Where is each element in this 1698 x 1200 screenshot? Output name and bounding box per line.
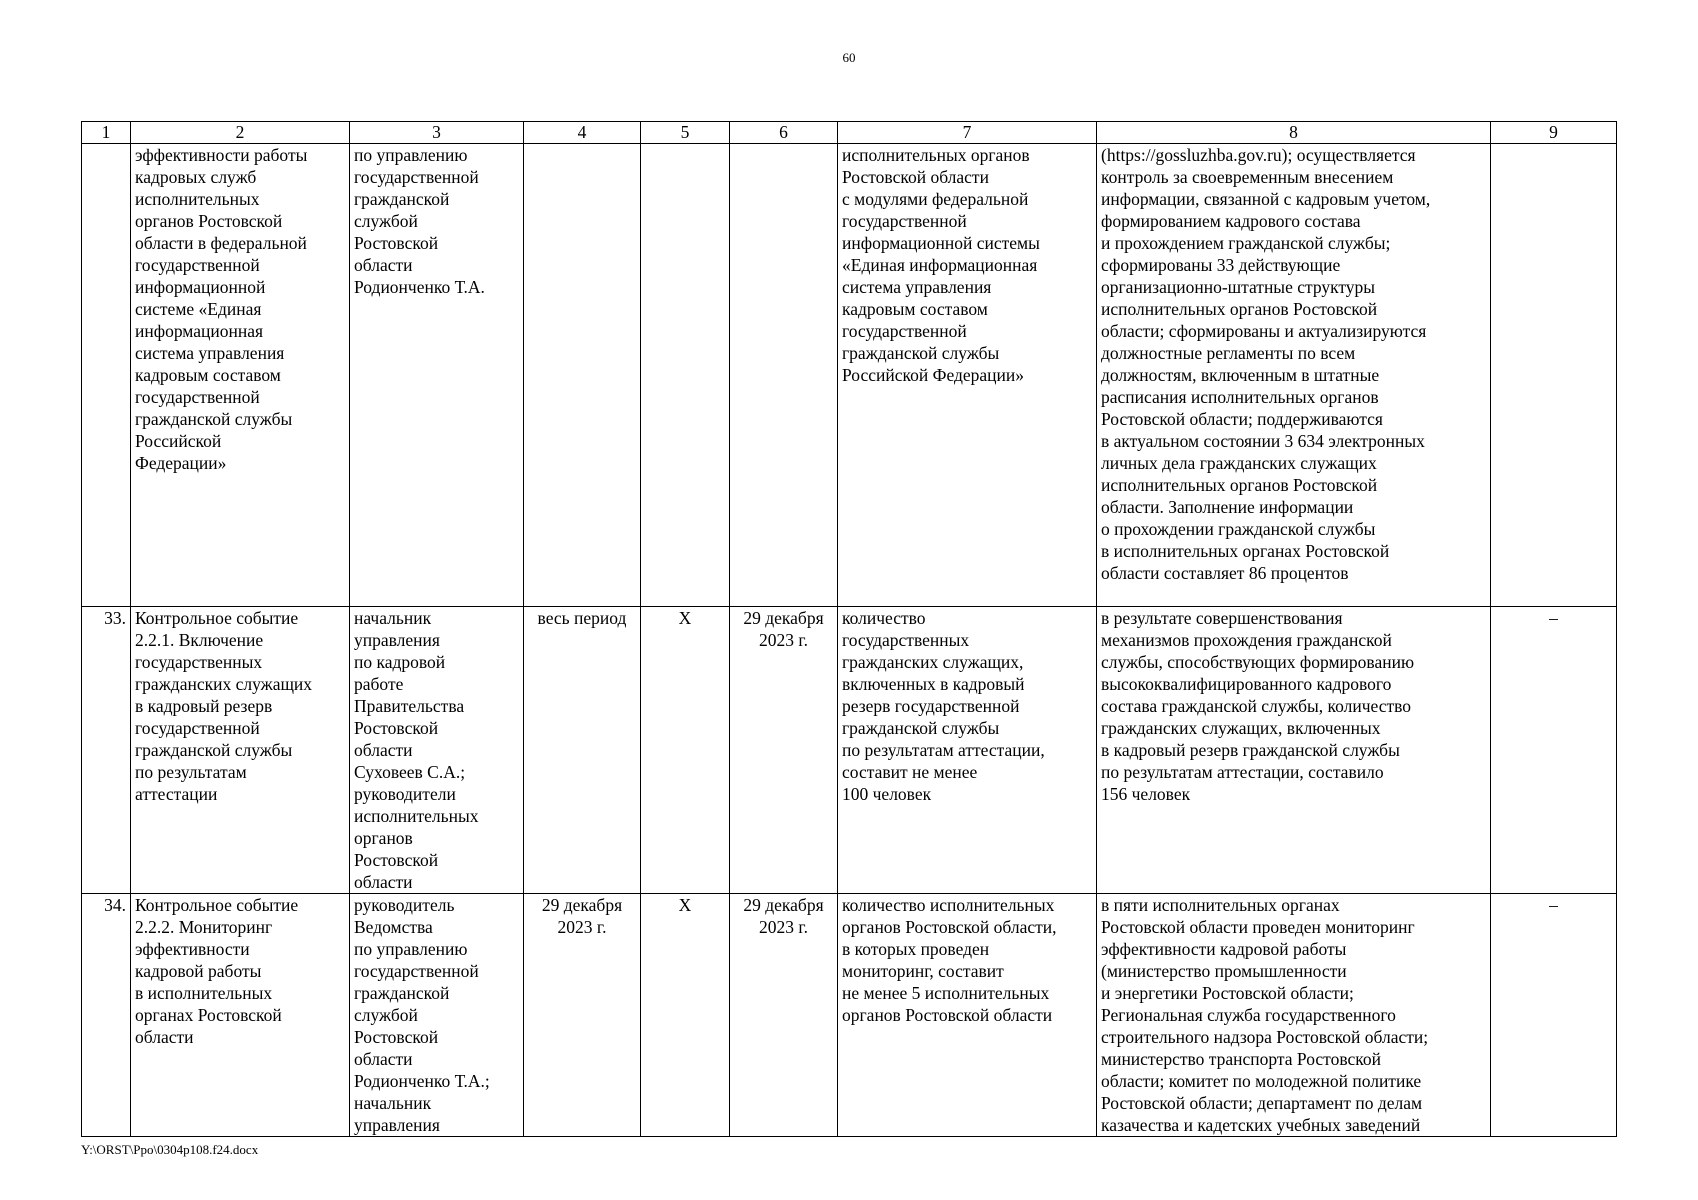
actual-result: (https://gossluzhba.gov.ru); осуществляется контроль за своевременным внесением информации, связанной с кадровым учетом, формированием кадрового состава и прохождением гражданской службы; сформированы 33 действующие организационно-штатные структуры исполнительных органов Ростовской области; сформированы и актуализируются должностные регламенты по всем должностям, включенным в штатные расписания исполнительных органов Ростовской области; поддерживаются в актуальном состоянии 3 634 электронных личных дела гражданских служащих исполнительных органов Ростовской области. Заполнение информации о прохождении гражданской службы в исполнительных органах Ростовской области составляет 86 процентов [1097, 144, 1491, 607]
event-name: эффективности работы кадровых служб исполнительных органов Ростовской области в федеральной государственной информационной системе «Единая информационная система управления кадровым составом государственной гражданской службы Российской Федерации» [131, 144, 350, 607]
header-col-5: 5 [641, 122, 730, 144]
end-date-plan: Х [641, 894, 730, 1137]
actual-result: в пяти исполнительных органах Ростовской области проведен мониторинг эффективности кадровой работы (министерство промышленности и энергетики Ростовской области; Региональная служба государственного строительного надзора Ростовской области; министерство транспорта Ростовской области; комитет по молодежной политике Ростовской области; департамент по делам казачества и кадетских учебных заведений [1097, 894, 1491, 1137]
start-date: весь период [524, 607, 641, 894]
table-row [82, 144, 1617, 607]
actual-result: в результате совершенствования механизмов прохождения гражданской службы, способствующих формированию высококвалифицированного кадрового состава гражданской службы, количество гражданских служащих, включенных в кадровый резерв гражданской службы по результатам аттестации, составило 156 человек [1097, 607, 1491, 894]
header-col-2: 2 [131, 122, 350, 144]
deviation-reason: – [1491, 607, 1617, 894]
planned-result: количество исполнительных органов Ростовской области, в которых проведен мониторинг, составит не менее 5 исполнительных органов Ростовской области [838, 894, 1097, 1137]
end-date-fact: 29 декабря 2023 г. [730, 607, 838, 894]
header-col-7: 7 [838, 122, 1097, 144]
row-number: 33. [82, 607, 131, 894]
planned-result: количество государственных гражданских служащих, включенных в кадровый резерв государственной гражданской службы по результатам аттестации, составит не менее 100 человек [838, 607, 1097, 894]
header-col-6: 6 [730, 122, 838, 144]
page-number: 60 [842, 50, 856, 65]
row-number [82, 144, 131, 607]
event-name: Контрольное событие 2.2.2. Мониторинг эффективности кадровой работы в исполнительных органах Ростовской области [131, 894, 350, 1137]
planned-result: исполнительных органов Ростовской области с модулями федеральной государственной информационной системы «Единая информационная система управления кадровым составом государственной гражданской службы Российской Федерации» [838, 144, 1097, 607]
table-row [82, 894, 1617, 1137]
file-path-footer: Y:\ORST\Ppo\0304p108.f24.docx [81, 1142, 259, 1157]
responsible-person: по управлению государственной гражданской службой Ростовской области Родионченко Т.А. [350, 144, 524, 607]
header-col-8: 8 [1097, 122, 1491, 144]
end-date-fact: 29 декабря 2023 г. [730, 894, 838, 1137]
deviation-reason: – [1491, 894, 1617, 1137]
end-date-plan [641, 144, 730, 607]
deviation-reason [1491, 144, 1617, 607]
report-table [81, 121, 1617, 1137]
end-date-plan: Х [641, 607, 730, 894]
event-name: Контрольное событие 2.2.1. Включение государственных гражданских служащих в кадровый резерв государственной гражданской службы по результатам аттестации [131, 607, 350, 894]
table-header-row [82, 122, 1617, 144]
table-row [82, 607, 1617, 894]
header-col-4: 4 [524, 122, 641, 144]
end-date-fact [730, 144, 838, 607]
row-number: 34. [82, 894, 131, 1137]
responsible-person: руководитель Ведомства по управлению государственной гражданской службой Ростовской области Родионченко Т.А.; начальник управления [350, 894, 524, 1137]
start-date [524, 144, 641, 607]
responsible-person: начальник управления по кадровой работе Правительства Ростовской области Суховеев С.А.; руководители исполнительных органов Ростовской области [350, 607, 524, 894]
header-col-1: 1 [82, 122, 131, 144]
header-col-9: 9 [1491, 122, 1617, 144]
start-date: 29 декабря 2023 г. [524, 894, 641, 1137]
header-col-3: 3 [350, 122, 524, 144]
